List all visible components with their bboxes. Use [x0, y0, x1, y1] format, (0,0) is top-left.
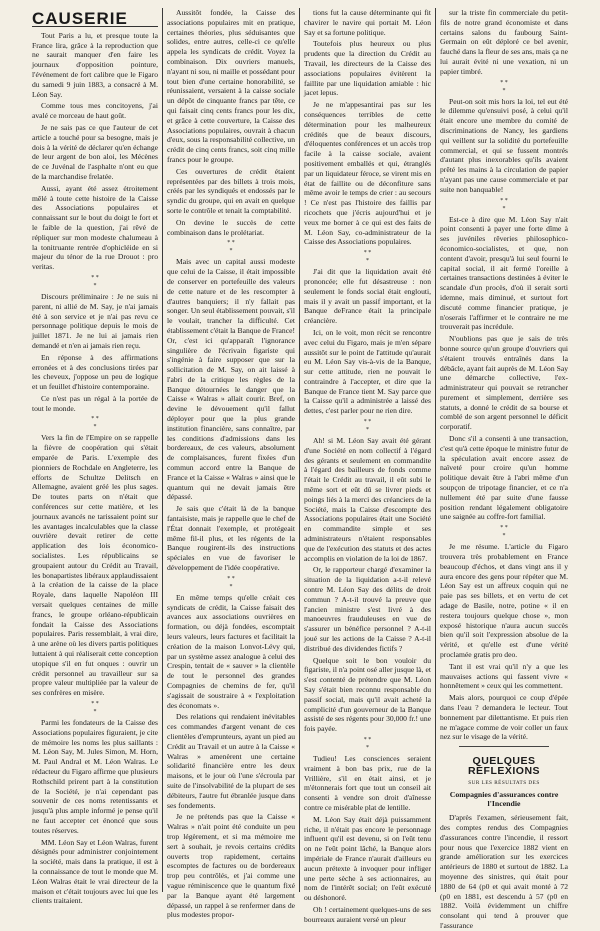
article-title: CAUSERIE: [32, 9, 128, 28]
paragraph: Mais alors, pourquoi ce coup d'épée dans l'eau ? demandera le lecteur. Tout bonnement par dilettantisme. Et puis rien ne m'agace comme de voir coller un faux nez sur le visage de la vérité.: [440, 693, 568, 742]
paragraph: Je ne sais pas ce que l'auteur de cet article a touché pour sa besogne, mais je dois à la vérité de déclarer qu'en échange de leur argent de bon aloi, les Mécènes de ce Juvénal de l'asphalte n'ont eu que de la marchandise frelatée.: [32, 122, 158, 181]
paragraph: Tout Paris a lu, et presque toute la France lira, grâce à la reproduction que ne saurait manquer d'en faire les journaux d'opposition pointure, l'événement de fort calibre que le Figaro du samedi 9 juin 1883, a consacré à M. Léon Say.: [32, 30, 158, 99]
paragraph: MM. Léon Say et Léon Walras, furent désignés pour administrer conjointement la société, mais dans la pratique, il est à la connaissance de tout le monde que M. Léon Walras était le vrai directeur de la maison et c'était toujours avec lui que les clients traitaient.: [32, 837, 158, 906]
paragraph: Vers la fin de l'Empire on se rappelle la fièvre de coopération qui s'était emparée de Paris. L'exemple des pionniers de Rochdale en Angleterre, les efforts de Schultze Delitsch en Allemagne, avaient gréé les plus sages. De toutes parts on n'était que conférences sur cette matière, et les journaux avancés ne tarissaient point sur les avantages incalculables que la classe ouvrière devait retirer de cette application des lois économico-socialistes. Les républicains se groupaient autour du Crédit au Travail, les bonapartistes libéraux applaudissaient à la création de la caisse de la place Royale, dans laquelle Napoléon III versait quelques centaines de mille francs, le groupe orléano-républicain fondait la Caisse des Associations populaires. Paris ressemblait, à vrai dire, à une arène où les divers partis politiques luttaient à qui réaliserait cette conception utopique s'il en fut onques : ouvrir un crédit personnel au travailleur sur sa propre valeur multipliée par la valeur de ses confrères en misère.: [32, 433, 158, 698]
column-2: [167, 8, 295, 920]
paragraph: Aussi, ayant été assez étroitement mêlé à toute cette histoire de la Caisse des Associations populaires et connaissant sur le bout du doigt le fort et le faible de la question, j'ai rêvé de répliquer sur mon modeste chalumeau à la tonitruante rentrée d'ophicléide en si majeur du ténor de la rue Drouot : pro veritas.: [32, 183, 158, 272]
paragraph: Mais avec un capital aussi modeste que celui de la Caisse, il était impossible de conserver en portefeuille des valeurs de cette nature et de les rescompter à d'autres banquiers; il n'y fallait pas songer. Un seul établissement pouvait, s'il le voulait, trancher la difficulté. Cet établissement c'était la Banque de France! Or, c'est ici qu'apparaît l'ignorance singulière de l'écrivain figariste qui s'ingénie à faire supposer que sur la sollicitation de M. Say, on ait laissé à l'abri de la critique les règles de la Banque détournées le danger que la Caisse « Walras » allait courir. Bref, on devine le dévouement qu'il fallut déployer pour que la plus grande institution financière, sans connaître, par les conditions d'admissions dans les bordereaux, de ces valeurs, absolument de complaisances, furent fixées d'un commun accord entre la Banque de France et la Caisse « Walras » ainsi que le quantum qui ne devait jamais être dépassé.: [167, 257, 295, 502]
paragraph: Je sais que c'était là de la banque fantaisiste, mais je rappelle que le chef de l'État donnait l'exemple, et protégeait même fil-il plus, et les régents de la Banque rougirent-ils des instructions spéciales en vue de favoriser le développement de l'idée coopérative.: [167, 504, 295, 573]
column-rule: [299, 8, 300, 892]
paragraph: Or, le rapporteur chargé d'examiner la situation de la liquidation a-t-il relevé contre M. Léon Say des délits de droit commun ? A-t-il trouvé la preuve que l'ancien ministre s'est livré à des manoeuvres frauduleuses en vue de s'assurer un bénéfice personnel ? A-t-il joué sur les actions de la Caisse ? A-t-il distribué des dividendes fictifs ?: [304, 565, 431, 653]
paragraph: Des relations qui rendaient inévitables ces commandes d'argent venant de ces clientèles d'emprunteurs, ayant un pied au Crédit au Travail et un autre à la Caisse « Walras » amenèrent une certaine solidarité financière entre les deux maisons, et le jour où l'une s'écroula par suite de l'insolvabilité de la plupart de ses débiteurs, l'autre fut ébranlée jusque dans ses fondements.: [167, 712, 295, 810]
section-title: QUELQUES RÉFLEXIONS: [467, 755, 541, 777]
paragraph: Toutefois plus heureux ou plus prudents que la direction du Crédit au Travail, les directeurs de la Caisse des associations populaires évitèrent la faillite par une liquidation amiable : hic jacet lepus.: [304, 39, 431, 98]
column-3: [304, 8, 431, 924]
section-subtitle-main: Compagnies d'assurances contre l'Incendie: [449, 789, 559, 809]
paragraph: Parmi les fondateurs de la Caisse des Associations populaires figuraient, je cite de mémoire les noms les plus saillants : M. Léon Say, M. Jules Simon, M. Horn, M. Paul Andral et M. Léon Walras. Le rédacteur du Figaro affirme que plusieurs Rothschild prirent part à la constitution de la Société, je n'ai cependant pas souvenir de ces noms retentissants et jusqu'à plus ample informé je pense qu'il ne faut accepter cet énoncé que sous toutes réserves.: [32, 718, 158, 835]
paragraph: D'après l'examen, sérieusement fait, des comptes rendus des Compagnies d'assurances contre l'incendie, il ressort pour nous que l'exercice 1882 vient en grande amélioration sur les exercices antérieurs de 1880 et surtout de 1882. La moyenne des sinistres, qui était pour 1880 de 64 (p0 et qui avait monté à 72 (p0 en 1881, est descendu à 57 (p0 en 1882. Voilà évidemment un chiffre consolant qui tend à prouver que l'assurance: [440, 813, 568, 930]
paragraph: Je ne prétends pas que la Caisse « Walras » n'ait point été conduite un peu trop légèrement, et si ma mémoire me sert à souhait, je revois certains crédits ouverts trop rapidement, certains escomptes de factures ou de bordereaux trop peu contrôlés, et j'ai comme une vague réminiscence que le quantum fixé par la Banque ayant été largement dépassé, un rappel à se renfermer dans de plus modestes propor-: [167, 812, 295, 920]
paragraph: tions fut la cause déterminante qui fit chavirer le navire qui portait M. Léon Say et sa fortune politique.: [304, 8, 431, 37]
paragraph: Peut-on soit mis hors la loi, tel eut été le dilemme qu'ensuivi posé, à celui qu'il était encore une membre du comité de discriminations de Nancy, les gardiens qui veillent sur la solidité du portefeuille commercial, et qui se fussent montrés d'autant plus inexorables qu'ils avaient prêté les mains à la circulation de papier n'ayant pas une cause commerciale et par suite non banquable!: [440, 96, 568, 194]
paragraph: Ah! si M. Léon Say avait été gérant d'une Société en nom collectif à l'égard des gérants et seulement en commandite à l'égard des bailleurs de fonds comme l'était le Crédit au travail, il eût subi le même sort et eût dû se livrer pieds et poings liés à la merci des créanciers de la Société, mais la Caisse d'escompte des Associations populaires était une Société en commandite simple et ses administrateurs n'étaient responsables que de l'exécution des statuts et des actes accomplis en violation de la loi de 1867.: [304, 436, 431, 563]
paragraph: Tant il est vrai qu'il n'y a que les mauvaises actions qui fassent vivre « honnêtement » ceux qui les commettent.: [440, 661, 568, 691]
separator-stars: * * *: [363, 736, 372, 751]
paragraph: Oh ! certainement quelques-uns de ses bourreaux auraient versé un pleur: [304, 904, 431, 924]
separator-stars: * * *: [227, 575, 235, 590]
column-rule: [435, 8, 436, 892]
paragraph: En réponse à des affirmations erronées et à des conclusions tirées par les cheveux, j'oppose un peu de logique et un feuillet d'histoire contemporaine.: [32, 352, 158, 392]
separator-stars: * * *: [500, 197, 508, 212]
separator-stars: * * *: [91, 416, 99, 431]
top-margin: [0, 0, 600, 6]
separator-stars: * * *: [91, 701, 99, 715]
paragraph: Aussitôt fondée, la Caisse des associations populaires mit en pratique, certaines théories, plus séduisantes que solides, entre autres, celle-ci ce qu'elle appela les syndicats de crédit. Voyez la combinaison. Dix ouvriers manuels, n'ayant ni sou, ni maille et possédant pour tout bien d'une certaine honorabilité, se réunissaient, versaient à la caisse sociale un dépôt de cinquante francs par tête, ce qui faisait cinq cents francs pour les dix, et grâce à cette couverture, la Caisse des Associations populaires, ouvrait à chacun d'eux, sous la responsabilité collective, un crédit de cinq cents francs, soit cinq mille francs pour le groupe.: [167, 8, 295, 164]
section-divider: [459, 746, 549, 747]
paragraph: On devine le succès de cette combinaison dans le prolétariat.: [167, 217, 295, 237]
separator-stars: * * *: [500, 525, 508, 540]
paragraph: Je ne m'appesantirai pas sur les conséquences terribles de cette détermination pour les malheureux crédités que de beaux discours, d'éloquentes conférences et un accès trop facile à la caisse sociale, avaient positivement emballés et qui, étranglés par un liquidateur féroce, se virent mis en état de faillite ou de déconfiture sans même avoir le temps de crier : au secours ! Ce n'est pas l'histoire des faillis par ricochets que j'écris aujourd'hui et je veux me borner à ce qui est des faits de M. Léon Say, co-administrateur de la Caisse des Associations populaires.: [304, 100, 431, 247]
separator-stars: * * *: [363, 419, 372, 434]
column-4: [440, 8, 568, 930]
column-1: [32, 8, 158, 906]
paragraph: J'ai dit que la liquidation avait été prononcée; elle fut désastreuse : non seulement le fonds social était englouti, mais il y avait un passif important, et la Banque deFrance était la principale créancière.: [304, 267, 431, 326]
paragraph: Ici, on le voit, mon récit se rencontre avec celui du Figaro, mais je m'en sépare aussitôt sur le point de l'attitude qu'aurait eu M. Léon Say vis-à-vis de la Banque, sur cette attitude, rien ne pouvait le contraindre à l'accepter, et dire que la Banque de France tient M. Say parce que la Caisse qu'il a administrée a laissé des dettes, c'est parler pour ne rien dire.: [304, 327, 431, 416]
separator-stars: * * *: [500, 79, 508, 94]
paragraph: N'oublions pas que je sais de très bonne source qu'un groupe d'ouvriers qui s'étaient trouvés entraînés dans la débâcle, ayant fait auprès de M. Léon Say une démarche collective, l'ex-administrateur qui pouvait se retrancher purement et simplement, derrière ses statuts, a donné le crédit de sa bourse et comblé de son argent personnel le déficit corporatif.: [440, 334, 568, 432]
separator-stars: * * *: [227, 240, 235, 255]
separator-stars: * * *: [363, 250, 372, 265]
paragraph: Discours préliminaire : Je ne suis ni parent, ni allié de M. Say, je n'ai jamais été à son service et je n'ai pas revu ce personnage politique depuis le mois de juillet 1871. Je ne lui ai jamais rien demandé et n'en ai jamais rien reçu.: [32, 291, 158, 350]
paragraph: Quelque soit le bon vouloir du figariste, il n'a point osé aller jusque là, et s'est contenté de prétendre que M. Léon Say s'était bien reconnu responsable du passif social, mais qu'il avait acheté la complicité d'un gouverneur de la Banque assisté de ses régents pour 30,000 fr.! une fois payée.: [304, 655, 431, 734]
paragraph: Est-ce à dire que M. Léon Say n'ait point consenti à payer une forte dîme à ses juvéniles rêveries philosophico-économico-socialistes, et que, non content d'avoir, presqu'à lui seul fourni le capital social, il ait fermé l'oreille à certaines transactions destinées à éviter le scandale d'un procès, d'où il serait sorti idemne, mais diminué, et surtout fort discuté comme financier pratique, je n'oserais l'affirmer et le contraire ne me trouverait pas incrédule.: [440, 214, 568, 332]
paragraph: Tudieu! Les consciences seraient vraiment à bon bas prix, rue de la Vrillière, s'il en était ainsi, et je m'étonnerais fort que tout un conseil ait consenti à vendre son droit d'aînesse contre ce misérable plat de lentille.: [304, 753, 431, 812]
paragraph: Ces ouvertures de crédit étaient représentées par des billets à trois mois, créés par les syndiqués et endossés par le syndic du groupe, qui en avait en quelque sorte le contrôle et tenait la comptabilité.: [167, 166, 295, 215]
paragraph: Je me résume. L'article du Figaro trouvera très probablement en France beaucoup d'échos, et dans vingt ans il y aura encore des gens pour répéter que M. Léon Say est un affreux coquin qui ne paie pas ses billets, et en vertu de cet adage de Basile, notre, potine « il en restera toujours quelque chose », mon exposé historique n'aura aucun succès bien qu'il soit l'expression absolue de la vérité, et qu'elle est d'une vérité proclamée gratis pro deo.: [440, 542, 568, 660]
paragraph: Comme tous mes concitoyens, j'ai avalé ce morceau de haut goût.: [32, 101, 158, 121]
column-rule: [162, 8, 163, 892]
paragraph: Ce n'est pas un régal à la portée de tout le monde.: [32, 393, 158, 413]
separator-stars: * * *: [91, 274, 99, 289]
paragraph: M. Léon Say était déjà puissamment riche, il n'était pas encore le personnage influent qu'il est devenu, si on l'eût tenu on ne l'eût point lâché, la Banque alors impériale de France n'aurait d'ailleurs eu aucun prétexte à invoquer pour infliger une perte sèche à ses actionnaires, au nom de l'intérêt social; on l'eût exécuté ou déshonoré.: [304, 814, 431, 903]
paragraph: sur la triste fin commerciale du petit-fils de notre grand économiste et dans certains salons du faubourg Saint-Germain on eût déploré ce bel avenir, fauché dans la fleur de ses ans, mais ça ne lui aurait évité ni une vexation, ni un papier timbré.: [440, 8, 568, 76]
paragraph: Donc s'il a consenti à une transaction, c'est qu'à cette époque le ministre futur de la spéculation avait encore assez de naïveté pour croire qu'un homme politique devait être à l'abri même d'un soupçon de tripotage financier, et ce n'a nullement été par suite d'une fausse position rendant légalement obligatoire une saignée au coffre-fort familial.: [440, 434, 568, 522]
section-subtitle: SUR LES RÉSULTATS DES: [468, 779, 540, 786]
paragraph: En même temps qu'elle créait ces syndicats de crédit, la Caisse faisait des avances aux associations ouvrières en formation, ou déjà fondées, escomptait leurs valeurs, leurs factures et facilitait la création de la maison Lonvot-Lévy qui, par un système assez analogue à celui des Crespin, tentait de « sauver » la clientèle de tout le personnel des grandes Compagnies de chemins de fer, qu'il s'agissait de soustraire à « l'exploitation des économats ».: [167, 592, 295, 710]
